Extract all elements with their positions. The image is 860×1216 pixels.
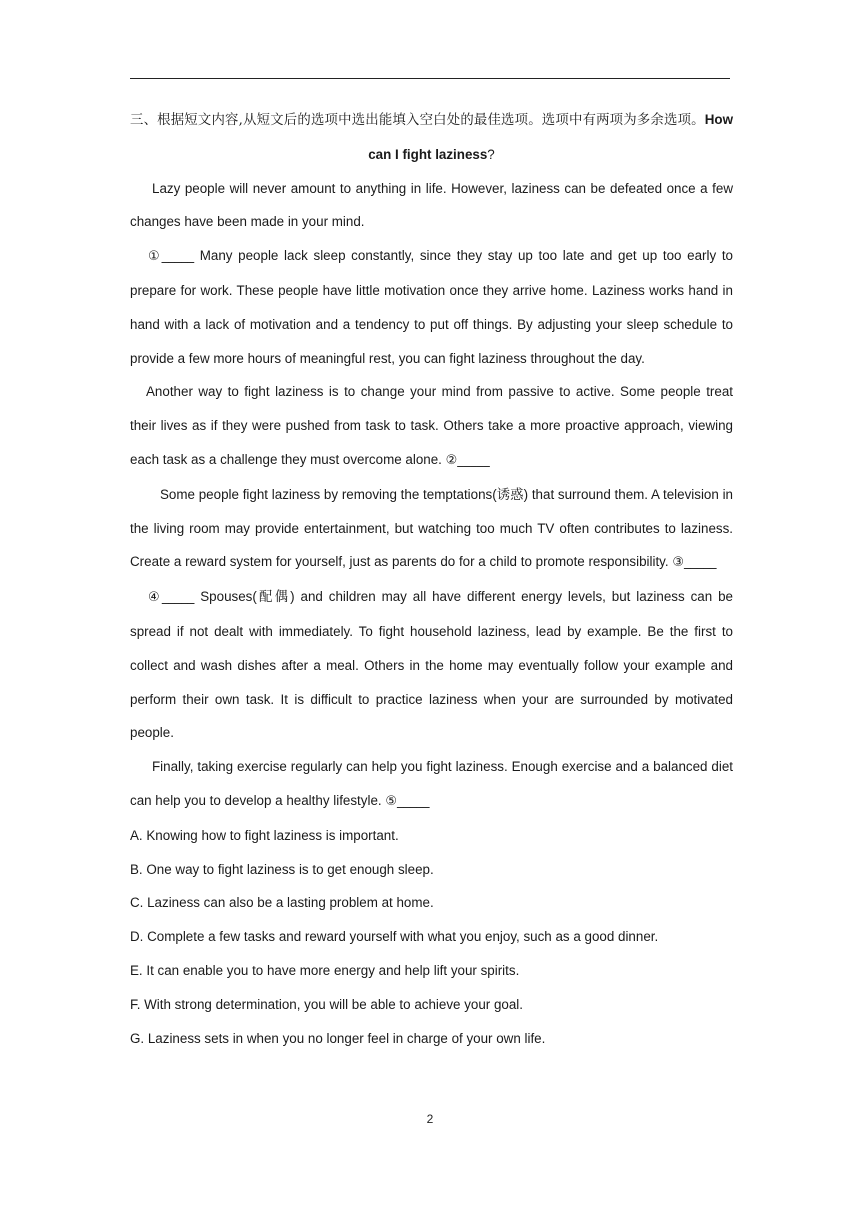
paragraph-4-text: Some people fight laziness by removing the temptations(诱惑) that surround them. A television in the living room may provide entertainment, but watching too much TV often contributes to laziness. Create a reward system for yourself, just as parents do for a child to promote responsibility. (130, 486, 733, 570)
paragraph-3 (130, 375, 733, 477)
answer-options (130, 819, 733, 1056)
section-instruction (130, 103, 733, 172)
instruction-text: 三、根据短文内容,从短文后的选项中选出能填入空白处的最佳选项。选项中有两项为多余选项。 (130, 113, 705, 128)
paragraph-2-text: Many people lack sleep constantly, since they stay up too late and get up too early to prepare for work. These people have little motivation once they arrive home. Laziness works hand in hand with a lack of motivation and a tendency to put off things. By adjusting your sleep schedule to provide a few more hours of meaningful rest, you can fight laziness throughout the day. (130, 248, 733, 366)
paragraph-1: Lazy people will never amount to anything in life. However, laziness can be defeated once a few changes have been made in your mind. (130, 180, 733, 230)
paragraph-4 (130, 478, 733, 580)
paragraph-5 (130, 580, 733, 750)
paragraph-2 (130, 239, 733, 375)
blank-1: ①_____ (148, 249, 195, 265)
paragraph-6-text: Finally, taking exercise regularly can help you fight laziness. Enough exercise and a balanced diet can help you to develop a healthy lifestyle. (130, 759, 733, 808)
blank-5: ⑤_____ (385, 793, 430, 809)
page-number: 2 (426, 1112, 434, 1126)
option-a: A. Knowing how to fight laziness is important. (130, 827, 399, 843)
paragraph-3-text: Another way to fight laziness is to change your mind from passive to active. Some people treat their lives as if they were pushed from task to task. Others take a more proactive approach, viewing each task as a challenge they must overcome alone. (130, 384, 733, 467)
option-f: F. With strong determination, you will be able to achieve your goal. (130, 996, 523, 1012)
passage-title: How can I fight laziness (368, 112, 733, 162)
title-punct: ? (487, 146, 495, 162)
paragraph-6 (130, 750, 733, 819)
header-rule (130, 78, 730, 79)
option-d: D. Complete a few tasks and reward yourself with what you enjoy, such as a good dinner. (130, 929, 659, 945)
option-g: G. Laziness sets in when you no longer feel in charge of your own life. (130, 1030, 546, 1046)
blank-2: ②_____ (445, 452, 490, 468)
option-c: C. Laziness can also be a lasting problem at home. (130, 895, 434, 911)
blank-4: ④_____ (148, 590, 195, 606)
blank-3: ③_____ (672, 555, 717, 571)
option-b: B. One way to fight laziness is to get enough sleep. (130, 861, 434, 877)
paragraph-5-text: Spouses(配偶) and children may all have different energy levels, but laziness can be spread if not dealt with immediately. To fight household laziness, lead by example. Be the first to collect and wash dishes after a meal. Others in the home may eventually follow your example and perform their own task. It is difficult to practice laziness when your are surrounded by motivated people. (130, 589, 733, 741)
document-body (130, 103, 733, 1055)
option-e: E. It can enable you to have more energy and help lift your spirits. (130, 962, 520, 978)
